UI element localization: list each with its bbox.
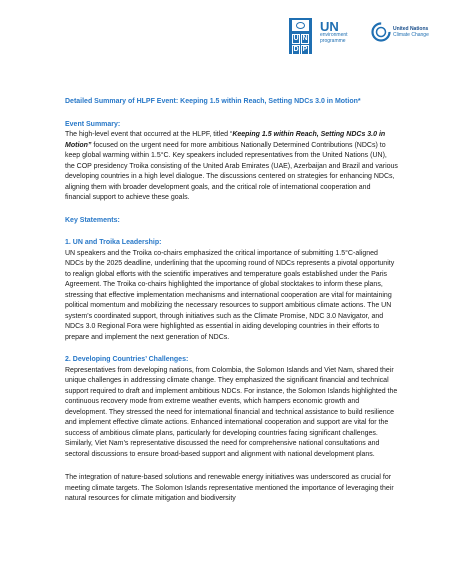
section-text-developing-countries: Representatives from developing nations, from Colombia, the Solomon Islands and Viet Nam, shared their unique challenges in addressing climate change. They emphasized the significant financial and technical support required to draft and implement ambitious NDCs. For instance, the Solomon Islands highlighted the continuous recovery mode from extreme weather events, which hampers economic growth and development. They stressed the need for international financial and technical assistance to build resilience and implement effective climate actions. Enhanced international cooperation and support are vital for the success of ambitious climate plans, particularly for developing countries facing significant challenges. Similarly, Viet Nam’s representative discussed the need for comprehensive national consultations and sectoral discussions to ensure broad-based support and alignment with national development plans. [65,366,398,458]
closing-paragraph: The integration of nature-based solutions and renewable energy initiatives was underscored as crucial for meeting climate targets. The Solomon Islands representative mentioned the importance of leveraging their natural resources for climate mitigation and biodiversity [65,474,394,502]
document-body [65,97,398,505]
section-text-un-troika: UN speakers and the Troika co-chairs emphasized the critical importance of submitting 1.5°C-aligned NDCs by the 2025 deadline, underlining that the upcoming round of NDCs represents a pivotal opportunity to realign global efforts with the scientific imperatives and temperature goals established under the Paris Agreement. The Troika co-chairs highlighted the importance of global stocktakes to inform these plans, stressing that effective implementation mechanisms and international cooperation are vital for maintaining political momentum and mobilizing the necessary resources to support ambitious climate actions. The UN system’s coordinated support, through initiatives such as the Climate Promise, NDC 3.0 Navigator, and NDCs 3.0 Regional Fora were highlighted as essential in aiding developing countries in their efforts to prepare and implement the next generation of NDCs. [65,249,395,341]
event-summary-text: focused on the urgent need for more ambitious Nationally Determined Contributions (NDCs) to keep global warming within 1.5°C. Key speakers included representatives from the United Nations (UN), the COP presidency Troika consisting of the United Arab Emirates (UAE), Azerbaijan and Brazil and various developing countries in a high level dialogue. The discussions centered on strategies for enhancing NDCs, aligning them with broader development goals, and the critical role of international cooperation and financial support to achieve these goals. [65,141,398,201]
undp-letter: P [302,46,308,53]
section-heading-un-troika: 1. UN and Troika Leadership: [65,239,162,246]
section-heading-developing-countries: 2. Developing Countries’ Challenges: [65,356,189,363]
document-title: Detailed Summary of HLPF Event: Keeping 1.5 within Reach, Setting NDCs 3.0 in Motion* [65,98,361,105]
undp-letter: U [293,35,299,42]
event-title-emphasis: Keeping 1.5 within Reach, Setting NDCs 3.0 in Motion” [65,131,386,149]
logo-bar [289,18,439,54]
event-summary-heading: Event Summary: [65,120,121,128]
unfccc-logo-text: United Nations [393,26,429,32]
undp-logo [289,18,312,54]
unep-logo-subtext: programme [320,37,346,44]
unep-logo-text: UN [320,19,339,34]
undp-letter: D [293,46,299,53]
unep-logo [320,20,360,44]
climate-change-emblem-icon [371,22,391,42]
unep-logo-subtext: environment [320,32,348,38]
unfccc-logo-subtext: Climate Change [393,32,429,38]
event-summary-intro: The high-level event that occurred at the HLPF, titled “ [65,131,233,138]
un-emblem-icon [292,20,309,31]
event-summary-paragraph [65,130,398,204]
undp-letter: N [302,35,308,42]
key-statements-heading: Key Statements: [65,216,120,224]
